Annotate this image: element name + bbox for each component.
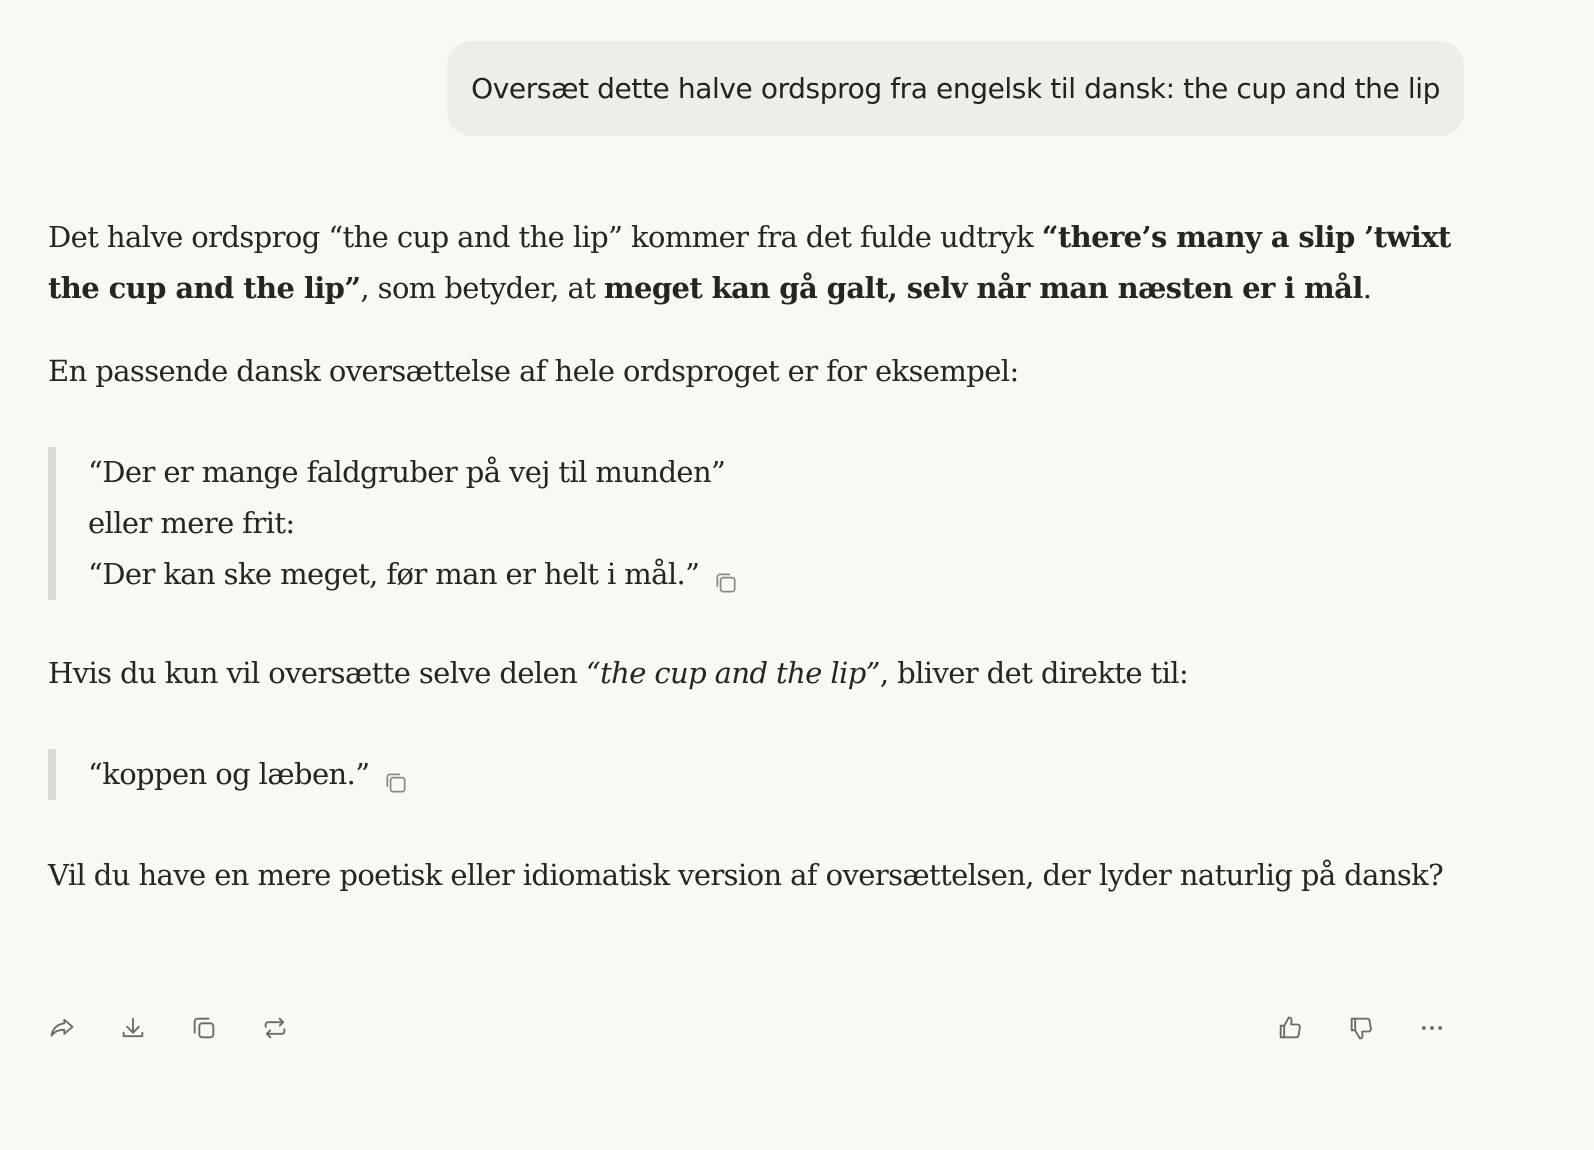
p1-text-3: . bbox=[1362, 271, 1372, 305]
response-paragraph-4: Vil du have en mere poetisk eller idiomatisk version af oversættelsen, der lyder naturlig på dansk? bbox=[48, 858, 1444, 892]
thumbs-down-button[interactable] bbox=[1339, 1006, 1383, 1050]
p1-text-2: , som betyder, at bbox=[360, 271, 604, 305]
p3-text-2: , bliver det direkte til: bbox=[879, 656, 1189, 690]
quote-line-2: eller mere frit: bbox=[88, 506, 295, 540]
download-button[interactable] bbox=[111, 1006, 155, 1050]
p1-bold-meaning: meget kan gå galt, selv når man næsten er i mål bbox=[603, 271, 1363, 305]
more-icon bbox=[1418, 1014, 1446, 1042]
copy-quote-icon[interactable] bbox=[713, 561, 739, 587]
more-options-button[interactable] bbox=[1410, 1006, 1454, 1050]
retry-button[interactable] bbox=[253, 1006, 297, 1050]
quote-line-1: “Der er mange faldgruber på vej til munden” bbox=[88, 455, 726, 489]
quote2-text: “koppen og læben.” bbox=[88, 757, 370, 791]
share-icon bbox=[48, 1014, 76, 1042]
thumbs-down-icon bbox=[1347, 1014, 1375, 1042]
p3-italic-phrase: “the cup and the lip” bbox=[585, 656, 880, 690]
p3-text-1: Hvis du kun vil oversætte selve delen bbox=[48, 656, 586, 690]
retry-icon bbox=[261, 1014, 289, 1042]
quote-line-3 bbox=[88, 549, 1478, 600]
user-message-text: Oversæt dette halve ordsprog fra engelsk til dansk: the cup and the lip bbox=[471, 72, 1440, 105]
thumbs-up-icon bbox=[1276, 1014, 1304, 1042]
blockquote-translation bbox=[48, 447, 1478, 600]
p1-bold-full-proverb: “there’s many a slip ’twixt the cup and the lip” bbox=[48, 220, 1451, 305]
response-paragraph-3 bbox=[48, 648, 1478, 699]
copy-quote2-icon[interactable] bbox=[383, 761, 409, 787]
quote2-line bbox=[88, 749, 1478, 800]
user-message-bubble bbox=[447, 41, 1464, 136]
copy-icon bbox=[190, 1014, 218, 1042]
response-paragraph-2: En passende dansk oversættelse af hele ordsproget er for eksempel: bbox=[48, 354, 1019, 388]
message-actions-toolbar bbox=[40, 1006, 1470, 1050]
thumbs-up-button[interactable] bbox=[1268, 1006, 1312, 1050]
copy-button[interactable] bbox=[182, 1006, 226, 1050]
blockquote-direct-translation bbox=[48, 749, 1478, 800]
quote-line-3-text: “Der kan ske meget, før man er helt i mål.” bbox=[88, 557, 700, 591]
response-paragraph-1 bbox=[48, 212, 1478, 314]
p1-text-1: Det halve ordsprog “the cup and the lip” kommer fra det fulde udtryk bbox=[48, 220, 1042, 254]
download-icon bbox=[119, 1014, 147, 1042]
share-button[interactable] bbox=[40, 1006, 84, 1050]
assistant-response bbox=[48, 212, 1478, 901]
